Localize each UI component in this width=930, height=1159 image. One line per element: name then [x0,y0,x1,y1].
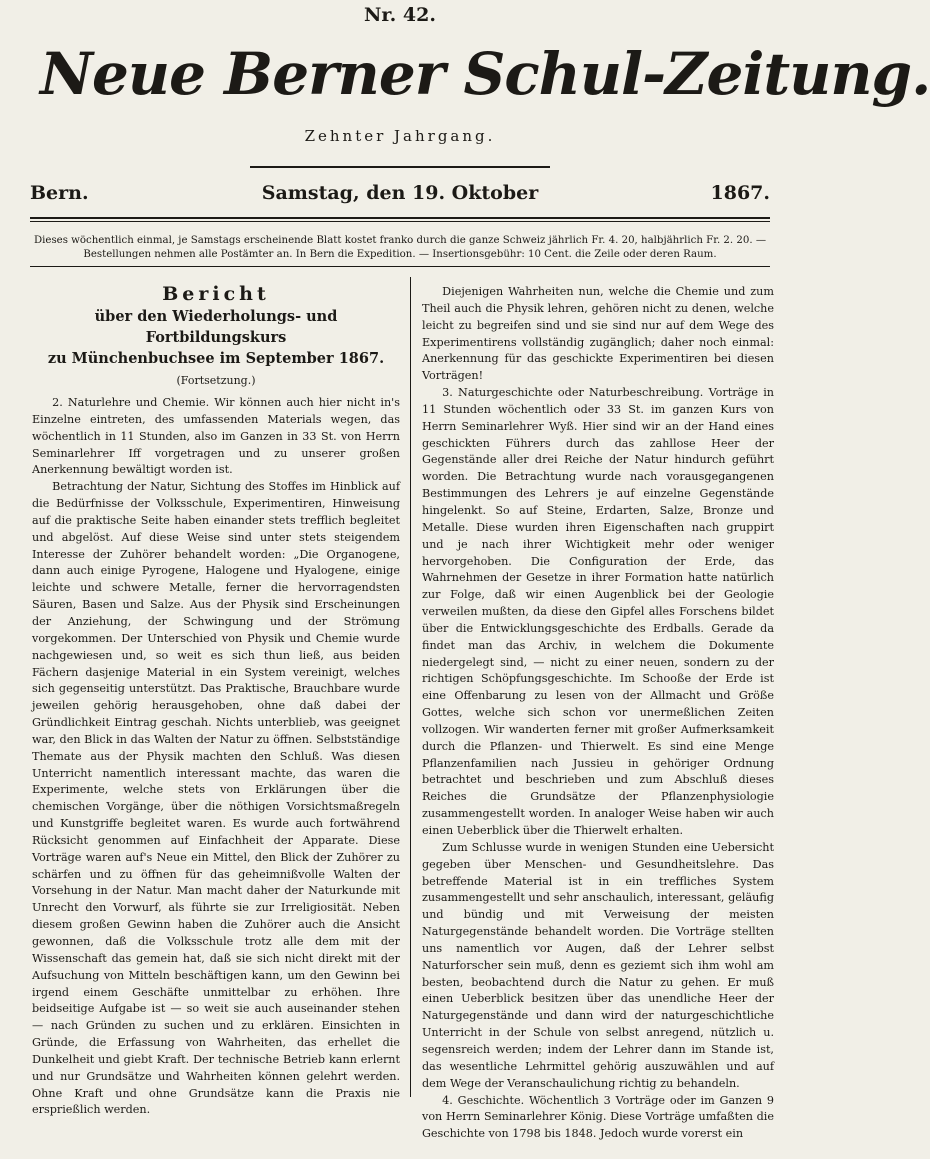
top-rule [30,217,770,219]
notice-line-1: Dieses wöchentlich einmal, je Samstags erscheinende Blatt kostet franko durch die ganze Schweiz jährlich Fr. 4. 20, halbjährlich Fr. 2. 20. — [33,235,767,246]
left-column [32,282,400,1119]
dateline-year: 1867. [710,182,770,204]
right-column [422,284,774,1143]
column-divider [410,277,411,1097]
paragraph: 2. Naturlehre und Chemie. Wir können auch hier nicht in's Einzelne eintreten, des umfassenden Materials wegen, das wöchentlich in 11 Stunden, also im Ganzen in 33 St. von Herrn Seminarlehrer Iff vorgetragen und zu unserer großen Anerkennung bewältigt worden ist. [32,396,400,477]
dateline-date: Samstag, den 19. Oktober [261,182,539,204]
volume-line: Zehnter Jahrgang. [304,127,496,145]
paragraph: Diejenigen Wahrheiten nun, welche die Chemie und zum Theil auch die Physik lehren, gehören nicht zu denen, welche leicht zu begreifen sind und sie sind nur auf dem Wege des Experimentirens vollständig zugänglich; daher noch einmal: Anerkennung für das geschickte Experimentiren bei diesen Vorträgen! [422,285,774,383]
masthead-rule [250,166,550,168]
paragraph: 3. Naturgeschichte oder Naturbeschreibung. Vorträge in 11 Stunden wöchentlich oder 33 St. im ganzen Kurs von Herrn Seminarlehrer Wyß. Hier sind wir an der Hand eines geschickten Führers durch das zahllose Heer der Gegenstände aller drei Reiche der Natur hindurch geführt worden. Die Betrachtung wurde nach vorausgegangenen Bestimmungen des Lehrers je auf einzelne Gegenstände hingelenkt. So auf Steine, Erdarten, Salze, Bronze und Metalle. Diese wurden ihren Eigenschaften nach gruppirt und je nach ihrer Wichtigkeit mehr oder weniger hervorgehoben. Die Configuration der Erde, das Wahrnehmen der Gesetze in ihrer Formation hatte natürlich zur Folge, daß wir einen Augenblick bei der Geologie verweilen mußten, da diese den Gipfel alles Forschens bildet über die Entwicklungsgeschichte des Erdballs. Gerade da findet man das Archiv, in welchem die Dokumente niedergelegt sind, — nicht zu einer neuen, sondern zu der richtigen Schöpfungsgeschichte. Im Schooße der Erde ist eine Offenbarung zu lesen von der Allmacht und Größe Gottes, welche sich schon vor unermeßlichen Zeiten vollzogen. Wir wanderten ferner mit großer Aufmerksamkeit durch die Pflanzen- und Thierwelt. Es sind eine Menge Pflanzenfamilien nach Jussieu in gehöriger Ordnung betrachtet und beschrieben und zum Abschluß dieses Reiches die Grundsätze der Pflanzenphysiologie zusammengestellt worden. In analoger Weise haben wir auch einen Ueberblick über die Thierwelt erhalten. [422,386,774,837]
paragraph: Betrachtung der Natur, Sichtung des Stoffes im Hinblick auf die Bedürfnisse der Volksschule, Experimentiren, Hinweisung auf die praktische Seite haben einander stets trefflich begleitet und abgelöst. Auf diese Weise sind unter stets steigendem Interesse der Zuhörer behandelt worden: „Die Organogene, dann auch einige Pyrogene, Halogene und Hyalogene, einige leichte und schwere Metalle, ferner die hervorragendsten Säuren, Basen und Salze. Aus der Physik sind Erscheinungen der Anziehung, der Schwingung und der Strömung vorgekommen. Der Unterschied von Physik und Chemie wurde nachgewiesen und, so weit es sich thun ließ, aus beiden Fächern dasjenige Material in ein System vereinigt, welches sich gegenseitig unterstützt. Das Praktische, Brauchbare wurde jeweilen gehörig herausgehoben, ohne daß dabei der Gründlichkeit Eintrag geschah. Nichts unterblieb, was geeignet war, den Blick in das Walten der Natur zu öffnen. Selbstständige Themate aus der Physik machten den Schluß. Was diesen Unterricht namentlich interessant machte, das waren die Experimente, welche stets von Erklärungen über die chemischen Vorgänge, über die nöthigen Vorsichtsmaßregeln und Kunstgriffe begleitet waren. Es wurde auch fortwährend Rücksicht genommen auf Einfachheit der Apparate. Diese Vorträge waren auf's Neue ein Mittel, den Blick der Zuhörer zu schärfen und zu öffnen für das geheimnißvolle Walten der Vorsehung in der Natur. Man macht daher der Naturkunde mit Unrecht den Vorwurf, als führte sie zur Irreligiosität. Neben diesem großen Gewinn haben die Zuhörer auch die Ansicht gewonnen, daß die Volksschule trotz alle dem mit der Wissenschaft das gemein hat, daß sie sich nicht direkt mit der Aufsuchung von Mitteln beschäftigen kann, um den Gewinn bei irgend einem Geschäfte unmittelbar zu erhöhen. Ihre beidseitige Aufgabe ist — so weit sie auch auseinander stehen — nach Gründen zu suchen und zu erklären. Einsichten in Gründe, die Erfassung von Wahrheiten, das erhellet die Dunkelheit und giebt Kraft. Der technische Betrieb kann erlernt und nur Grundsätze und Wahrheiten können gelehrt werden. Ohne Kraft und ohne Grundsätze kann die Praxis nie ersprießlich werden. [32,480,400,1117]
paragraph: Zum Schlusse wurde in wenigen Stunden eine Uebersicht gegeben über Menschen- und Gesundheitslehre. Das betreffende Material ist in ein treffliches System zusammengestellt und sehr anschaulich, interessant, geläufig und bündig und mit Verweisung der meisten Naturgegenstände behandelt worden. Die Vorträge stellten uns namentlich vor Augen, daß der Lehrer selbst Naturforscher sein muß, denn es geziemt sich ihm wohl am besten, beobachtend durch die Natur zu gehen. Er muß einen Ueberblick besitzen über das unendliche Heer der Naturgegenstände und dann wird der naturgeschichtliche Unterricht in der Schule von selbst anregend, nützlich u. segensreich werden; indem der Lehrer dann im Stande ist, das wesentliche Lehrmittel gehörig auszuwählen und auf dem Wege der Veranschaulichung richtig zu behandeln. [422,840,774,1090]
continuation-note: (Fortsetzung.) [176,374,256,387]
issue-number: Nr. 42. [364,4,436,26]
article-heading: Bericht [162,283,270,305]
paragraph: 4. Geschichte. Wöchentlich 3 Vorträge oder im Ganzen 9 von Herrn Seminarlehrer König. Diese Vorträge umfaßten die Geschichte von 1798 bis 1848. Jedoch wurde vorerst ein [422,1093,774,1141]
subscription-notice [30,234,770,262]
notice-line-2: Bestellungen nehmen alle Postämter an. In Bern die Expedition. — Insertionsgebühr: 10 Cent. die Zeile oder deren Raum. [83,249,717,260]
notice-rule [30,266,770,267]
masthead-title: Neue Berner Schul-Zeitung. [40,40,930,108]
top-rule-thin [30,221,770,222]
article-headline [32,282,400,391]
dateline-place: Bern. [30,182,89,204]
article-subheading-2: zu Münchenbuchsee im September 1867. [47,350,385,367]
article-subheading-1: über den Wiederholungs- und Fortbildungskurs [94,308,338,346]
